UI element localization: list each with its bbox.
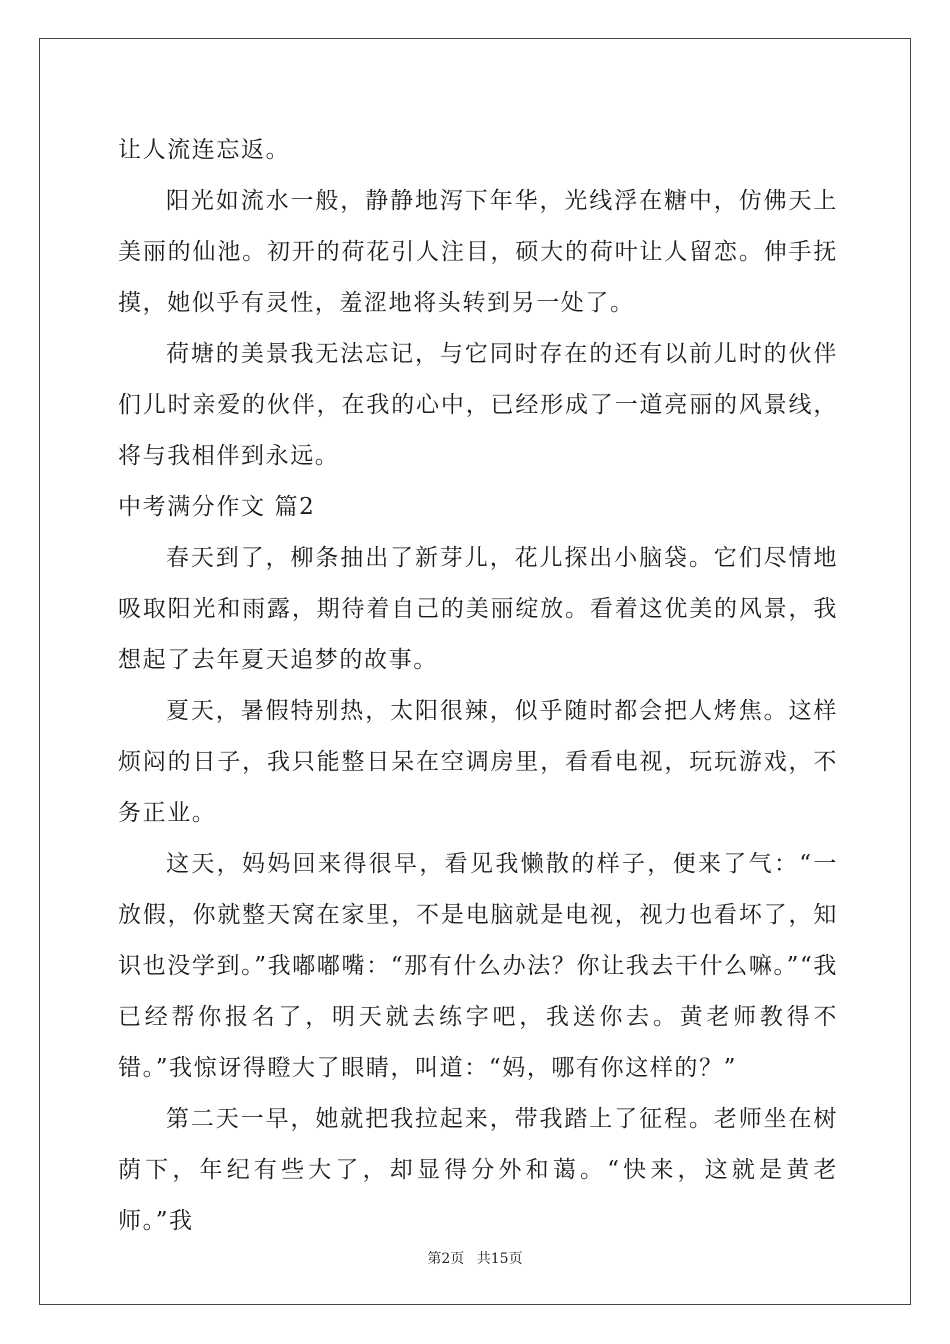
paragraph: 第二天一早，她就把我拉起来，带我踏上了征程。老师坐在树荫下，年纪有些大了，却显得分外和蔼。“快来，这就是黄老师。”我 xyxy=(118,1106,838,1234)
document-body xyxy=(118,125,838,1247)
page-total: 共15页 xyxy=(476,1251,523,1267)
paragraph: 荷塘的美景我无法忘记，与它同时存在的还有以前儿时的伙伴们儿时亲爱的伙伴，在我的心中，已经形成了一道亮丽的风景线，将与我相伴到永远。 xyxy=(118,341,838,469)
paragraph: 夏天，暑假特别热，太阳很辣，似乎随时都会把人烤焦。这样烦闷的日子，我只能整日呆在空调房里，看看电视，玩玩游戏，不务正业。 xyxy=(118,698,838,826)
paragraph: 春天到了，柳条抽出了新芽儿，花儿探出小脑袋。它们尽情地吸取阳光和雨露，期待着自己的美丽绽放。看着这优美的风景，我想起了去年夏天追梦的故事。 xyxy=(118,545,838,673)
page-footer xyxy=(0,1248,950,1268)
paragraph: 让人流连忘返。 xyxy=(118,137,291,163)
section-heading: 中考满分作文 篇2 xyxy=(118,494,316,520)
page-number: 第2页 xyxy=(427,1251,465,1267)
paragraph: 这天，妈妈回来得很早，看见我懒散的样子，便来了气：“一放假，你就整天窝在家里，不是电脑就是电视，视力也看坏了，知识也没学到。”我嘟嘟嘴：“那有什么办法？你让我去干什么嘛。”“我已经帮你报名了，明天就去练字吧，我送你去。黄老师教得不错。”我惊讶得瞪大了眼睛，叫道：“妈，哪有你这样的？” xyxy=(118,851,838,1081)
paragraph: 阳光如流水一般，静静地泻下年华，光线浮在糖中，仿佛天上美丽的仙池。初开的荷花引人注目，硕大的荷叶让人留恋。伸手抚摸，她似乎有灵性，羞涩地将头转到另一处了。 xyxy=(118,188,838,316)
